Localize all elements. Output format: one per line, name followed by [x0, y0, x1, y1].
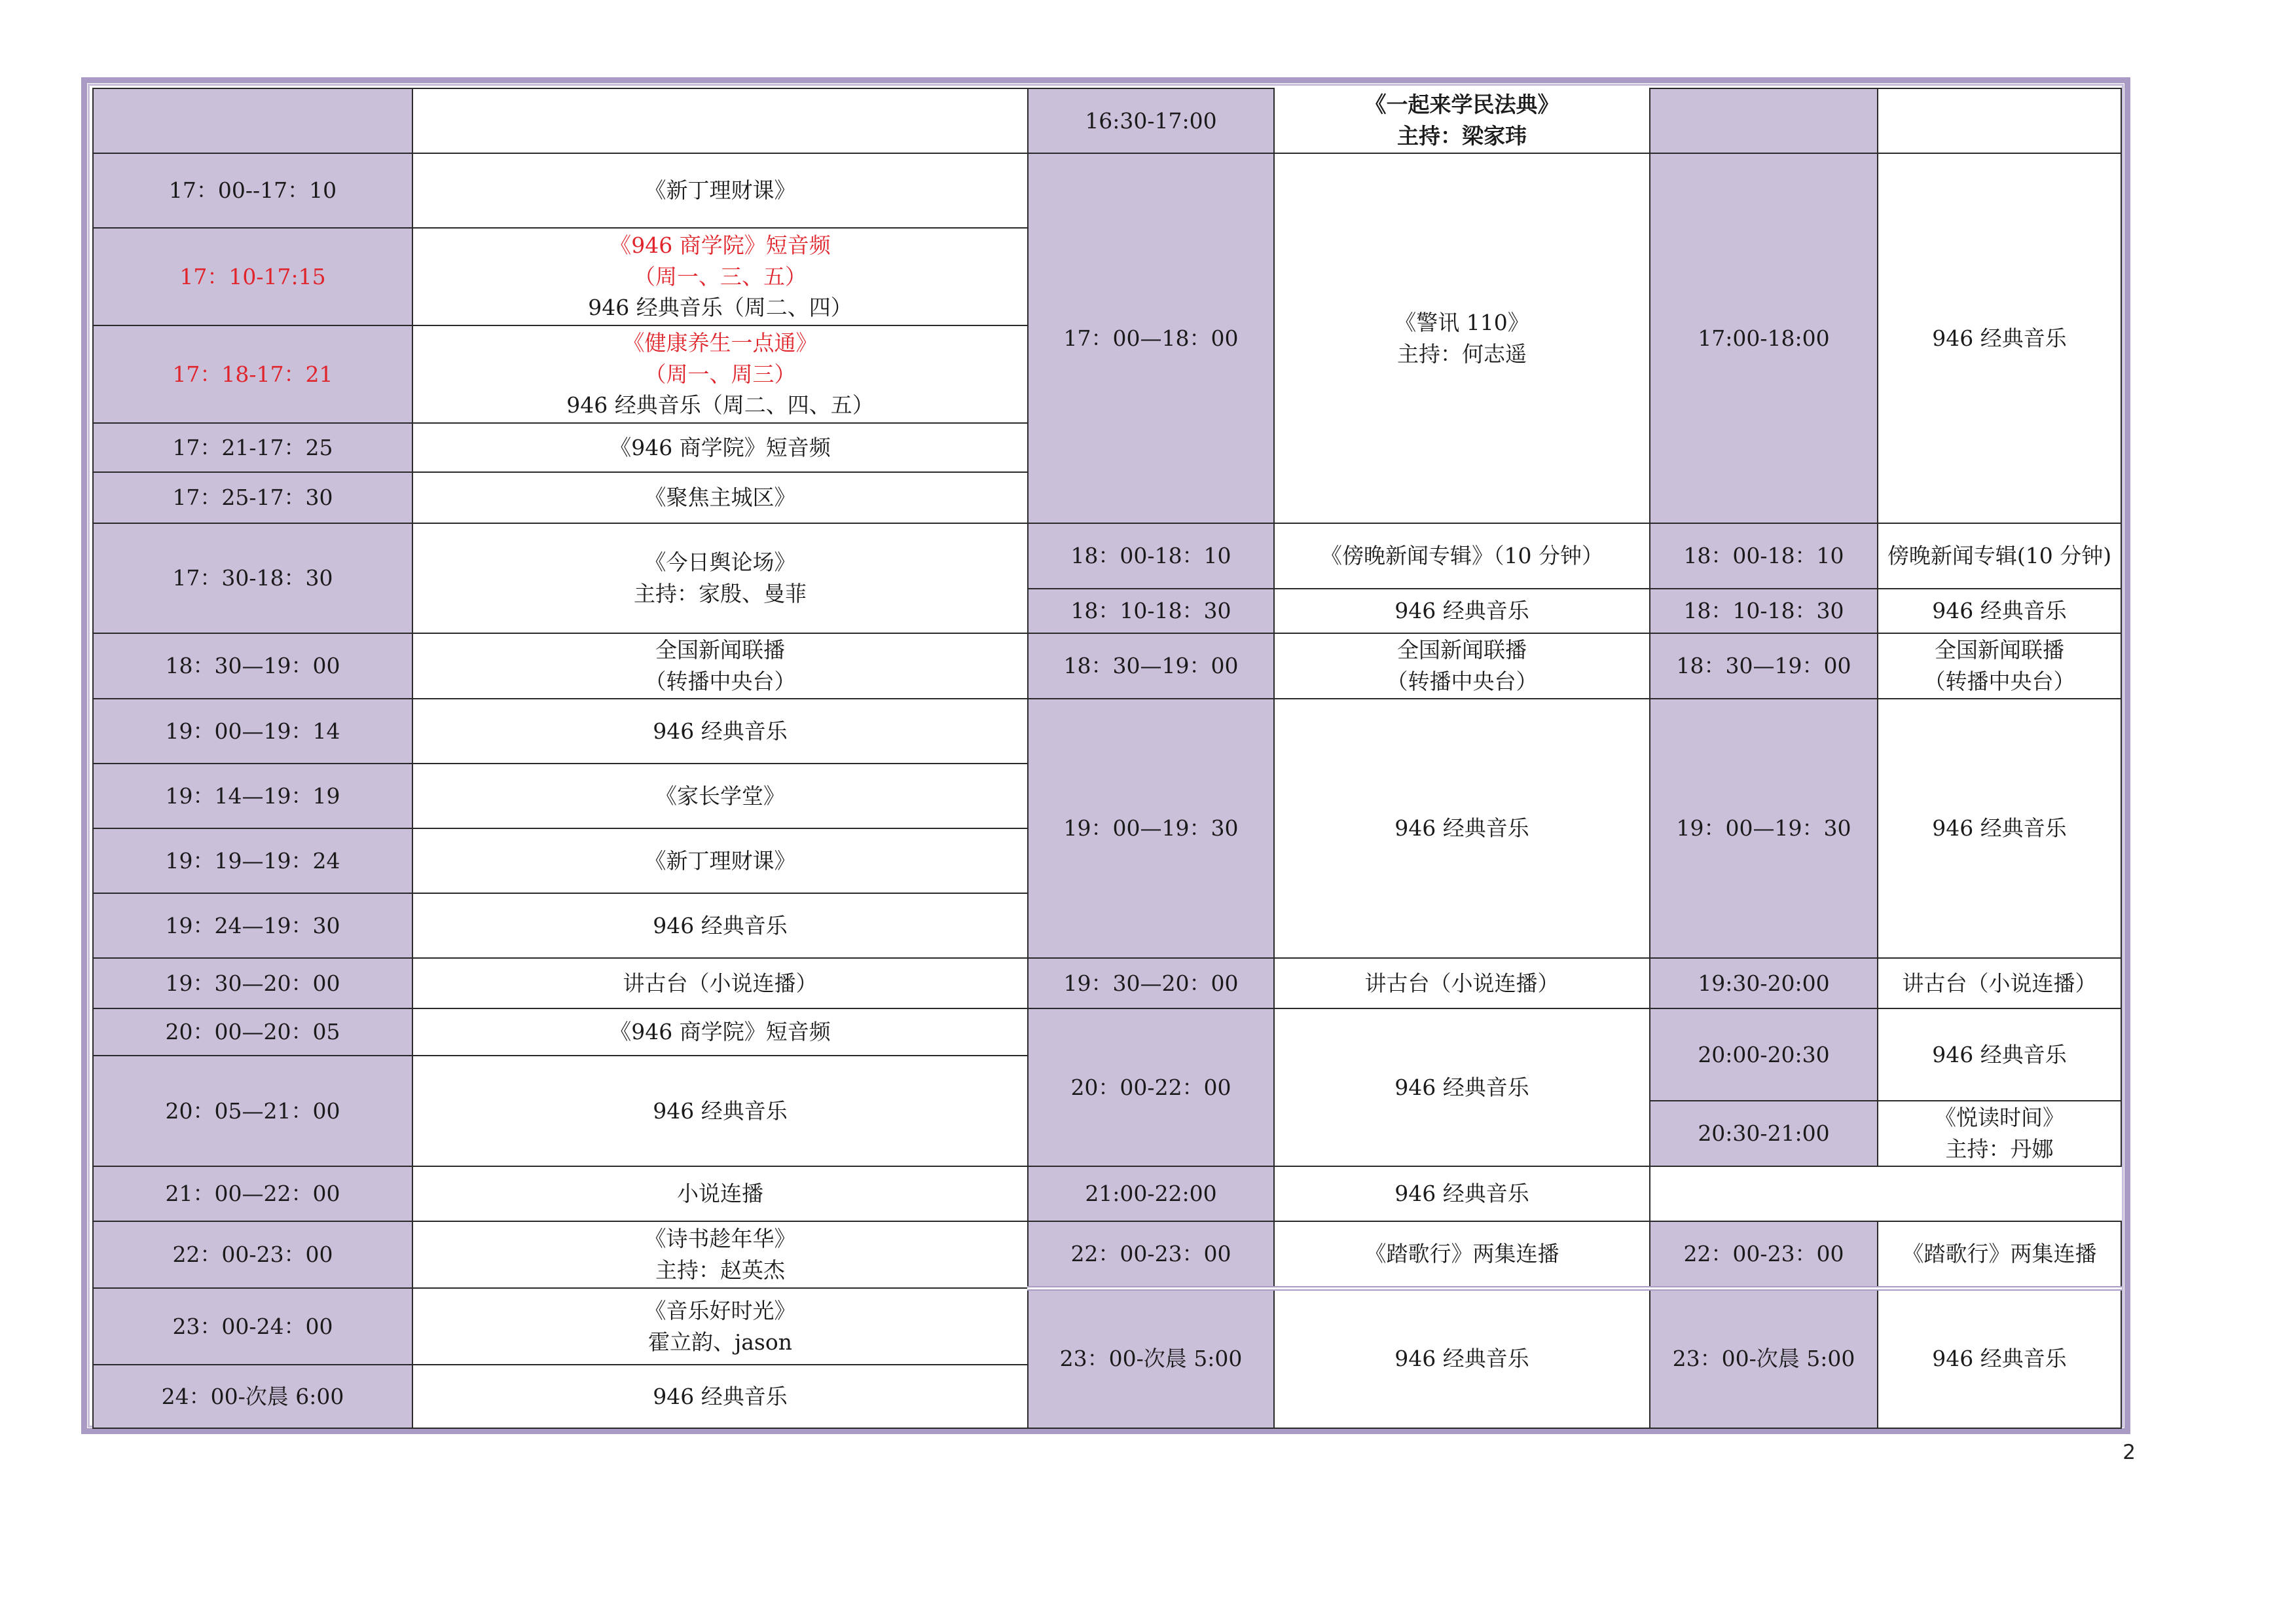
program-cell: 《踏歌行》两集连播 [1878, 1221, 2121, 1288]
table-row [93, 958, 2121, 1008]
program-cell: 《946 商学院》短音频 [412, 1008, 1028, 1056]
time-cell: 18：30—19：00 [1650, 633, 1878, 699]
time-cell: 19：14—19：19 [93, 764, 412, 828]
time-cell: 17：18-17：21 [93, 325, 412, 423]
table-row [93, 1221, 2121, 1288]
time-cell: 20：00—20：05 [93, 1008, 412, 1056]
program-cell: 《新丁理财课》 [412, 153, 1028, 228]
time-cell: 19：30—20：00 [93, 958, 412, 1008]
program-host: 主持：家殷、曼菲 [634, 581, 807, 606]
time-cell: 17:00-18:00 [1650, 153, 1878, 523]
program-cell: 946 经典音乐 [1878, 1008, 2121, 1101]
program-cell: 946 经典音乐 [1274, 699, 1650, 958]
program-alt: 946 经典音乐（周二、四） [588, 295, 852, 321]
program-title: 《健康养生一点通》 [623, 329, 818, 356]
time-cell: 21:00-22:00 [1028, 1166, 1274, 1221]
program-cell: 《聚焦主城区》 [412, 472, 1028, 523]
program-cell: 946 经典音乐 [1878, 1288, 2121, 1428]
time-cell: 20:30-21:00 [1650, 1101, 1878, 1166]
program-cell: 《946 商学院》短音频 [412, 423, 1028, 472]
table-row [93, 1166, 2121, 1221]
time-cell: 19：30—20：00 [1028, 958, 1274, 1008]
program-alt: 946 经典音乐（周二、四、五） [566, 392, 874, 418]
program-cell: 《踏歌行》两集连播 [1274, 1221, 1650, 1288]
time-cell: 16:30-17:00 [1028, 88, 1274, 153]
program-host: 主持：梁家玮 [1397, 123, 1527, 149]
table-row [93, 153, 2121, 228]
program-cell: 《家长学堂》 [412, 764, 1028, 828]
program-note: （转播中央台） [1386, 669, 1538, 694]
time-cell-empty [1650, 88, 1878, 153]
program-cell-empty [1878, 88, 2121, 153]
time-cell: 21：00—22：00 [93, 1166, 412, 1221]
time-cell: 19：00—19：14 [93, 699, 412, 764]
table-row [93, 633, 2121, 699]
time-cell: 19：19—19：24 [93, 828, 412, 893]
time-cell: 23：00-次晨 5:00 [1028, 1288, 1274, 1428]
time-cell: 19:30-20:00 [1650, 958, 1878, 1008]
time-cell: 18：10-18：30 [1028, 589, 1274, 633]
program-cell-empty [412, 88, 1028, 153]
program-cell [1274, 153, 1650, 523]
time-cell: 19：00—19：30 [1028, 699, 1274, 958]
time-cell: 22：00-23：00 [1028, 1221, 1274, 1288]
program-days: （周一、三、五） [634, 263, 807, 289]
program-title: 《警讯 110》 [1394, 309, 1529, 335]
program-cell [412, 325, 1028, 423]
program-cell: 946 经典音乐 [412, 1056, 1028, 1166]
page-number: 2 [2123, 1441, 2136, 1464]
program-host: 霍立韵、jason [648, 1329, 792, 1355]
program-title: 《诗书趁年华》 [644, 1226, 796, 1252]
program-cell [412, 633, 1028, 699]
program-cell: 《新丁理财课》 [412, 828, 1028, 893]
time-cell: 20：00-22：00 [1028, 1008, 1274, 1166]
program-cell: 946 经典音乐 [1274, 589, 1650, 633]
time-cell: 23：00-24：00 [93, 1288, 412, 1365]
time-cell: 17：21-17：25 [93, 423, 412, 472]
program-cell: 946 经典音乐 [412, 1365, 1028, 1428]
time-cell-empty [93, 88, 412, 153]
program-cell [412, 1288, 1028, 1365]
program-cell: 946 经典音乐 [1274, 1166, 1650, 1221]
time-cell: 17：00--17：10 [93, 153, 412, 228]
program-cell: 946 经典音乐 [412, 699, 1028, 764]
table-row [93, 523, 2121, 589]
program-cell: 946 经典音乐 [1274, 1288, 1650, 1428]
program-title: 全国新闻联播 [655, 637, 785, 663]
program-cell: 946 经典音乐 [1878, 589, 2121, 633]
program-cell [1274, 633, 1650, 699]
time-cell: 22：00-23：00 [93, 1221, 412, 1288]
time-cell: 18：10-18：30 [1650, 589, 1878, 633]
program-host: 主持：何志遥 [1397, 341, 1527, 367]
program-title: 《946 商学院》短音频 [610, 232, 831, 258]
time-cell: 17：10-17:15 [93, 228, 412, 325]
program-host: 主持：丹娜 [1945, 1136, 2054, 1162]
program-title: 《音乐好时光》 [644, 1297, 796, 1323]
program-cell: 946 经典音乐 [412, 893, 1028, 958]
time-cell: 18：30—19：00 [1028, 633, 1274, 699]
time-cell: 17：25-17：30 [93, 472, 412, 523]
program-cell [1878, 633, 2121, 699]
program-cell [412, 228, 1028, 325]
time-cell: 19：00—19：30 [1650, 699, 1878, 958]
table-row [93, 88, 2121, 153]
time-cell: 18：30—19：00 [93, 633, 412, 699]
time-cell: 23：00-次晨 5:00 [1650, 1288, 1878, 1428]
program-title: 《悦读时间》 [1935, 1105, 2064, 1131]
time-cell: 18：00-18：10 [1650, 523, 1878, 589]
program-title: 《一起来学民法典》 [1364, 92, 1559, 118]
table-row [93, 1008, 2121, 1056]
program-cell [412, 523, 1028, 633]
program-cell: 讲古台（小说连播） [1878, 958, 2121, 1008]
time-cell: 18：00-18：10 [1028, 523, 1274, 589]
program-cell [412, 1221, 1028, 1288]
time-cell: 20:00-20:30 [1650, 1008, 1878, 1101]
program-host: 主持：赵英杰 [655, 1257, 785, 1283]
program-cell: 傍晚新闻专辑(10 分钟) [1878, 523, 2121, 589]
time-cell: 22：00-23：00 [1650, 1221, 1878, 1288]
program-cell: 946 经典音乐 [1878, 699, 2121, 958]
program-cell: 讲古台（小说连播） [1274, 958, 1650, 1008]
program-cell [1878, 1101, 2121, 1166]
table-row [93, 1288, 2121, 1365]
program-title: 全国新闻联播 [1935, 637, 2064, 663]
program-cell: 《傍晚新闻专辑》（10 分钟） [1274, 523, 1650, 589]
time-cell: 17：30-18：30 [93, 523, 412, 633]
time-cell: 24：00-次晨 6:00 [93, 1365, 412, 1428]
program-note: （转播中央台） [1923, 669, 2075, 694]
program-note: （转播中央台） [644, 669, 796, 694]
program-cell: 小说连播 [412, 1166, 1028, 1221]
program-title: 《今日舆论场》 [644, 549, 796, 576]
program-title: 全国新闻联播 [1397, 637, 1527, 663]
time-cell: 20：05—21：00 [93, 1056, 412, 1166]
program-days: （周一、周三） [644, 361, 796, 387]
time-cell: 19：24—19：30 [93, 893, 412, 958]
program-cell: 946 经典音乐 [1878, 153, 2121, 523]
program-cell: 讲古台（小说连播） [412, 958, 1028, 1008]
program-cell: 946 经典音乐 [1274, 1008, 1650, 1166]
program-schedule-table [92, 88, 2122, 1429]
table-row [93, 699, 2121, 764]
time-cell: 17：00—18：00 [1028, 153, 1274, 523]
program-cell [1274, 88, 1650, 153]
